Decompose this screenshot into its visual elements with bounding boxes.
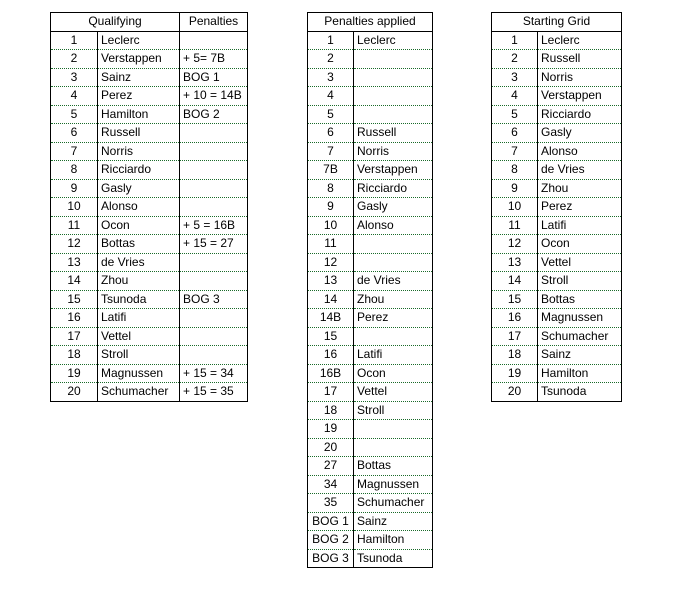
table-row xyxy=(308,457,433,476)
table-row xyxy=(492,124,622,143)
position-cell: 16 xyxy=(492,309,538,328)
driver-cell: Zhou xyxy=(538,179,622,198)
driver-cell: Schumacher xyxy=(538,327,622,346)
table-row xyxy=(308,87,433,106)
driver-cell: Alonso xyxy=(354,216,433,235)
driver-cell: Hamilton xyxy=(98,105,180,124)
driver-cell: Magnussen xyxy=(538,309,622,328)
driver-cell: Latifi xyxy=(538,216,622,235)
position-cell: 1 xyxy=(492,31,538,50)
driver-cell: Ricciardo xyxy=(354,179,433,198)
driver-cell: Sainz xyxy=(538,346,622,365)
position-cell: 3 xyxy=(51,68,98,87)
driver-cell: Russell xyxy=(98,124,180,143)
table-row xyxy=(492,309,622,328)
position-cell: 14 xyxy=(308,290,354,309)
position-cell: 15 xyxy=(51,290,98,309)
position-cell: 12 xyxy=(51,235,98,254)
table-row xyxy=(492,50,622,69)
driver-cell: Alonso xyxy=(98,198,180,217)
driver-cell: Ocon xyxy=(354,364,433,383)
driver-cell: Tsunoda xyxy=(541,384,587,399)
position-cell: 10 xyxy=(51,198,98,217)
driver-cell xyxy=(354,50,433,69)
position-cell: 13 xyxy=(492,253,538,272)
position-cell: 9 xyxy=(492,179,538,198)
header-penalties: Penalties xyxy=(180,13,248,32)
table-row xyxy=(492,290,622,309)
table-row xyxy=(308,253,433,272)
header-row xyxy=(492,13,622,32)
table-row xyxy=(308,383,433,402)
table-row xyxy=(51,309,248,328)
table-row xyxy=(308,216,433,235)
position-cell: BOG 3 xyxy=(308,549,354,568)
table-row xyxy=(492,87,622,106)
table-row xyxy=(51,179,248,198)
driver-cell xyxy=(354,105,433,124)
position-cell: 35 xyxy=(308,494,354,513)
driver-cell xyxy=(354,68,433,87)
driver-cell: Magnussen xyxy=(98,364,180,383)
table-row xyxy=(492,235,622,254)
position-cell: 15 xyxy=(308,327,354,346)
penalty-cell: + 10 = 14B xyxy=(180,87,248,106)
position-cell: 1 xyxy=(51,31,98,50)
driver-cell: Ricciardo xyxy=(538,105,622,124)
starting-grid-rows xyxy=(492,31,622,401)
position-cell: 12 xyxy=(492,235,538,254)
driver-cell xyxy=(354,235,433,254)
driver-cell: Verstappen xyxy=(538,87,622,106)
position-cell: 7 xyxy=(51,142,98,161)
penalty-cell: + 5= 7B xyxy=(180,50,248,69)
position-cell: 19 xyxy=(51,364,98,383)
penalty-cell: + 15 = 34 xyxy=(180,364,248,383)
driver-cell: Russell xyxy=(354,124,433,143)
table-row xyxy=(308,50,433,69)
penalty-cell: + 5 = 16B xyxy=(180,216,248,235)
position-cell: 4 xyxy=(308,87,354,106)
penalty-cell xyxy=(180,124,248,143)
table-row xyxy=(51,272,248,291)
table-row xyxy=(308,31,433,50)
position-cell: 17 xyxy=(308,383,354,402)
driver-cell: Norris xyxy=(538,68,622,87)
driver-cell xyxy=(354,253,433,272)
driver-cell: Tsunoda xyxy=(98,290,180,309)
position-cell: 16B xyxy=(308,364,354,383)
position-cell: 18 xyxy=(51,346,98,365)
qualifying-rows xyxy=(51,31,248,401)
penalty-cell: + 15 = 27 xyxy=(180,235,248,254)
driver-cell: Zhou xyxy=(354,290,433,309)
penalty-cell xyxy=(180,198,248,217)
driver-cell: Bottas xyxy=(98,235,180,254)
position-cell: 5 xyxy=(51,105,98,124)
position-cell: 8 xyxy=(492,161,538,180)
table-row xyxy=(51,383,248,402)
penalty-cell xyxy=(180,31,248,50)
driver-cell: Ocon xyxy=(98,216,180,235)
table-row xyxy=(308,235,433,254)
driver-cell: Perez xyxy=(354,309,433,328)
driver-cell: Schumacher xyxy=(101,384,169,399)
table-row xyxy=(308,494,433,513)
position-cell: 7 xyxy=(308,142,354,161)
position-cell: 19 xyxy=(308,420,354,439)
table-row xyxy=(51,31,248,50)
driver-cell: Bottas xyxy=(354,457,433,476)
penalty-cell xyxy=(180,272,248,291)
penalty-cell: + 15 = 35 xyxy=(180,383,248,402)
penalty-cell: BOG 1 xyxy=(180,68,248,87)
position-cell: 11 xyxy=(308,235,354,254)
driver-cell: Leclerc xyxy=(538,31,622,50)
position-cell: 11 xyxy=(492,216,538,235)
table-row xyxy=(492,142,622,161)
table-row xyxy=(308,68,433,87)
driver-cell: de Vries xyxy=(354,272,433,291)
penalty-cell xyxy=(180,161,248,180)
table-row xyxy=(308,142,433,161)
table-row xyxy=(492,105,622,124)
header-row xyxy=(51,13,248,32)
driver-cell: Alonso xyxy=(538,142,622,161)
table-row xyxy=(51,235,248,254)
position-cell: 19 xyxy=(492,364,538,383)
position-cell: 18 xyxy=(308,401,354,420)
driver-cell: Tsunoda xyxy=(357,550,403,565)
table-row xyxy=(492,68,622,87)
penalties-applied-table xyxy=(307,12,433,568)
penalty-cell xyxy=(180,346,248,365)
table-row xyxy=(308,198,433,217)
position-cell: 2 xyxy=(308,50,354,69)
position-cell: 14 xyxy=(51,272,98,291)
position-cell: 9 xyxy=(51,179,98,198)
driver-cell: Leclerc xyxy=(98,31,180,50)
penalty-cell: BOG 3 xyxy=(180,290,248,309)
position-cell: 16 xyxy=(51,309,98,328)
table-row xyxy=(308,161,433,180)
table-row xyxy=(492,253,622,272)
position-cell: 10 xyxy=(308,216,354,235)
table-row xyxy=(308,272,433,291)
position-cell: 20 xyxy=(51,383,98,402)
driver-cell: Stroll xyxy=(354,401,433,420)
table-row xyxy=(51,216,248,235)
driver-cell: Sainz xyxy=(98,68,180,87)
table-row xyxy=(308,401,433,420)
position-cell: 5 xyxy=(308,105,354,124)
driver-cell: Gasly xyxy=(98,179,180,198)
driver-cell: Verstappen xyxy=(98,50,180,69)
table-row xyxy=(308,346,433,365)
table-row xyxy=(308,438,433,457)
driver-cell: Bottas xyxy=(538,290,622,309)
table-row xyxy=(308,290,433,309)
driver-cell: Vettel xyxy=(538,253,622,272)
driver-cell: Sainz xyxy=(354,512,433,531)
table-row xyxy=(492,327,622,346)
penalties-applied-rows xyxy=(308,31,433,568)
table-row xyxy=(308,549,433,568)
driver-cell: Zhou xyxy=(98,272,180,291)
table-row xyxy=(51,198,248,217)
position-cell: 17 xyxy=(492,327,538,346)
penalty-cell xyxy=(180,179,248,198)
position-cell: BOG 1 xyxy=(308,512,354,531)
table-row xyxy=(492,383,622,402)
penalty-cell xyxy=(180,309,248,328)
table-row xyxy=(51,87,248,106)
table-row xyxy=(51,346,248,365)
table-row xyxy=(308,124,433,143)
table-row xyxy=(308,309,433,328)
header-penalties-applied: Penalties applied xyxy=(308,13,433,32)
table-row xyxy=(492,179,622,198)
position-cell: 14 xyxy=(492,272,538,291)
table-row xyxy=(51,290,248,309)
driver-cell: Latifi xyxy=(98,309,180,328)
header-qualifying: Qualifying xyxy=(51,13,180,32)
table-row xyxy=(492,346,622,365)
driver-cell: de Vries xyxy=(538,161,622,180)
starting-grid-table xyxy=(491,12,622,402)
driver-cell: Gasly xyxy=(354,198,433,217)
position-cell: 34 xyxy=(308,475,354,494)
driver-cell: Verstappen xyxy=(354,161,433,180)
position-cell: 18 xyxy=(492,346,538,365)
position-cell: 13 xyxy=(308,272,354,291)
table-row xyxy=(51,68,248,87)
table-row xyxy=(308,327,433,346)
driver-cell: de Vries xyxy=(98,253,180,272)
table-row xyxy=(492,31,622,50)
table-row xyxy=(308,475,433,494)
position-cell: 8 xyxy=(51,161,98,180)
position-cell: 20 xyxy=(308,438,354,457)
position-cell: 20 xyxy=(492,383,538,402)
penalty-cell: BOG 2 xyxy=(180,105,248,124)
position-cell: 27 xyxy=(308,457,354,476)
position-cell: 3 xyxy=(492,68,538,87)
driver-cell: Norris xyxy=(354,142,433,161)
table-row xyxy=(492,364,622,383)
table-row xyxy=(51,142,248,161)
driver-cell xyxy=(354,420,433,439)
table-row xyxy=(308,531,433,550)
table-row xyxy=(51,364,248,383)
penalty-cell xyxy=(180,142,248,161)
header-starting-grid: Starting Grid xyxy=(492,13,622,32)
driver-cell: Hamilton xyxy=(538,364,622,383)
driver-cell: Stroll xyxy=(98,346,180,365)
table-row xyxy=(492,198,622,217)
driver-cell: Stroll xyxy=(538,272,622,291)
driver-cell: Vettel xyxy=(98,327,180,346)
position-cell: 2 xyxy=(492,50,538,69)
penalty-cell xyxy=(180,327,248,346)
position-cell: 4 xyxy=(492,87,538,106)
table-row xyxy=(51,161,248,180)
header-row xyxy=(308,13,433,32)
driver-cell: Magnussen xyxy=(354,475,433,494)
position-cell: 10 xyxy=(492,198,538,217)
driver-cell: Perez xyxy=(538,198,622,217)
driver-cell: Russell xyxy=(538,50,622,69)
driver-cell: Vettel xyxy=(354,383,433,402)
table-row xyxy=(492,161,622,180)
position-cell: 13 xyxy=(51,253,98,272)
penalty-cell xyxy=(180,253,248,272)
driver-cell: Ocon xyxy=(538,235,622,254)
position-cell: 17 xyxy=(51,327,98,346)
position-cell: 6 xyxy=(308,124,354,143)
position-cell: 9 xyxy=(308,198,354,217)
table-row xyxy=(308,364,433,383)
qualifying-table xyxy=(50,12,248,402)
position-cell: 14B xyxy=(308,309,354,328)
table-row xyxy=(51,327,248,346)
table-row xyxy=(51,253,248,272)
driver-cell: Gasly xyxy=(538,124,622,143)
position-cell: 2 xyxy=(51,50,98,69)
table-row xyxy=(51,50,248,69)
position-cell: 11 xyxy=(51,216,98,235)
position-cell: 15 xyxy=(492,290,538,309)
position-cell: BOG 2 xyxy=(308,531,354,550)
table-row xyxy=(308,420,433,439)
driver-cell xyxy=(354,438,433,457)
table-row xyxy=(308,179,433,198)
driver-cell: Perez xyxy=(98,87,180,106)
position-cell: 16 xyxy=(308,346,354,365)
position-cell: 1 xyxy=(308,31,354,50)
position-cell: 6 xyxy=(51,124,98,143)
driver-cell: Norris xyxy=(98,142,180,161)
driver-cell: Schumacher xyxy=(354,494,433,513)
position-cell: 6 xyxy=(492,124,538,143)
position-cell: 8 xyxy=(308,179,354,198)
table-row xyxy=(51,124,248,143)
table-row xyxy=(308,512,433,531)
position-cell: 12 xyxy=(308,253,354,272)
position-cell: 7 xyxy=(492,142,538,161)
driver-cell: Leclerc xyxy=(354,31,433,50)
table-row xyxy=(51,105,248,124)
position-cell: 3 xyxy=(308,68,354,87)
table-row xyxy=(492,272,622,291)
driver-cell xyxy=(354,327,433,346)
driver-cell: Hamilton xyxy=(354,531,433,550)
position-cell: 7B xyxy=(308,161,354,180)
table-row xyxy=(308,105,433,124)
driver-cell xyxy=(354,87,433,106)
driver-cell: Ricciardo xyxy=(98,161,180,180)
table-row xyxy=(492,216,622,235)
driver-cell: Latifi xyxy=(354,346,433,365)
position-cell: 4 xyxy=(51,87,98,106)
position-cell: 5 xyxy=(492,105,538,124)
